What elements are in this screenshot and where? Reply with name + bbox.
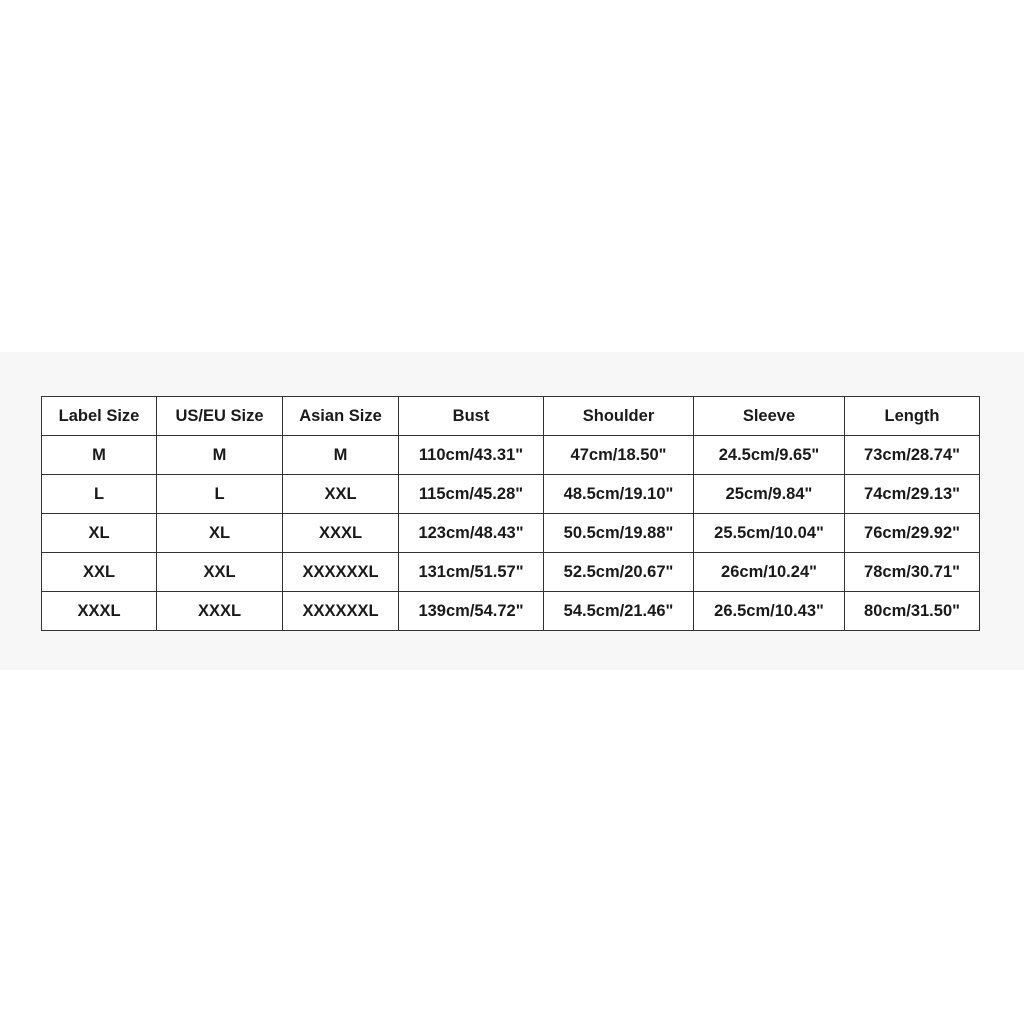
- cell-us-eu-size: M: [157, 436, 283, 475]
- header-bust: Bust: [399, 397, 544, 436]
- cell-asian-size: M: [283, 436, 399, 475]
- cell-bust: 115cm/45.28": [399, 475, 544, 514]
- header-row: [42, 397, 980, 436]
- cell-asian-size: XXXXXXL: [283, 592, 399, 631]
- header-us-eu-size: US/EU Size: [157, 397, 283, 436]
- header-label-size: Label Size: [42, 397, 157, 436]
- cell-label-size: XL: [42, 514, 157, 553]
- size-chart-table: [41, 396, 980, 631]
- cell-bust: 131cm/51.57": [399, 553, 544, 592]
- table-row: [42, 436, 980, 475]
- cell-asian-size: XXXXXXL: [283, 553, 399, 592]
- cell-label-size: M: [42, 436, 157, 475]
- cell-shoulder: 54.5cm/21.46": [544, 592, 694, 631]
- cell-shoulder: 52.5cm/20.67": [544, 553, 694, 592]
- table-row: [42, 592, 980, 631]
- cell-bust: 123cm/48.43": [399, 514, 544, 553]
- cell-length: 80cm/31.50": [845, 592, 980, 631]
- cell-sleeve: 24.5cm/9.65": [694, 436, 845, 475]
- cell-shoulder: 47cm/18.50": [544, 436, 694, 475]
- cell-label-size: XXL: [42, 553, 157, 592]
- cell-sleeve: 26cm/10.24": [694, 553, 845, 592]
- cell-bust: 139cm/54.72": [399, 592, 544, 631]
- cell-shoulder: 48.5cm/19.10": [544, 475, 694, 514]
- table-row: [42, 514, 980, 553]
- cell-us-eu-size: XXXL: [157, 592, 283, 631]
- cell-shoulder: 50.5cm/19.88": [544, 514, 694, 553]
- cell-us-eu-size: XL: [157, 514, 283, 553]
- table-row: [42, 475, 980, 514]
- cell-bust: 110cm/43.31": [399, 436, 544, 475]
- cell-length: 73cm/28.74": [845, 436, 980, 475]
- cell-length: 78cm/30.71": [845, 553, 980, 592]
- cell-label-size: XXXL: [42, 592, 157, 631]
- cell-sleeve: 26.5cm/10.43": [694, 592, 845, 631]
- cell-us-eu-size: L: [157, 475, 283, 514]
- header-sleeve: Sleeve: [694, 397, 845, 436]
- cell-sleeve: 25cm/9.84": [694, 475, 845, 514]
- cell-label-size: L: [42, 475, 157, 514]
- header-asian-size: Asian Size: [283, 397, 399, 436]
- header-length: Length: [845, 397, 980, 436]
- cell-us-eu-size: XXL: [157, 553, 283, 592]
- cell-length: 74cm/29.13": [845, 475, 980, 514]
- cell-asian-size: XXL: [283, 475, 399, 514]
- table-row: [42, 553, 980, 592]
- header-shoulder: Shoulder: [544, 397, 694, 436]
- cell-asian-size: XXXL: [283, 514, 399, 553]
- cell-length: 76cm/29.92": [845, 514, 980, 553]
- cell-sleeve: 25.5cm/10.04": [694, 514, 845, 553]
